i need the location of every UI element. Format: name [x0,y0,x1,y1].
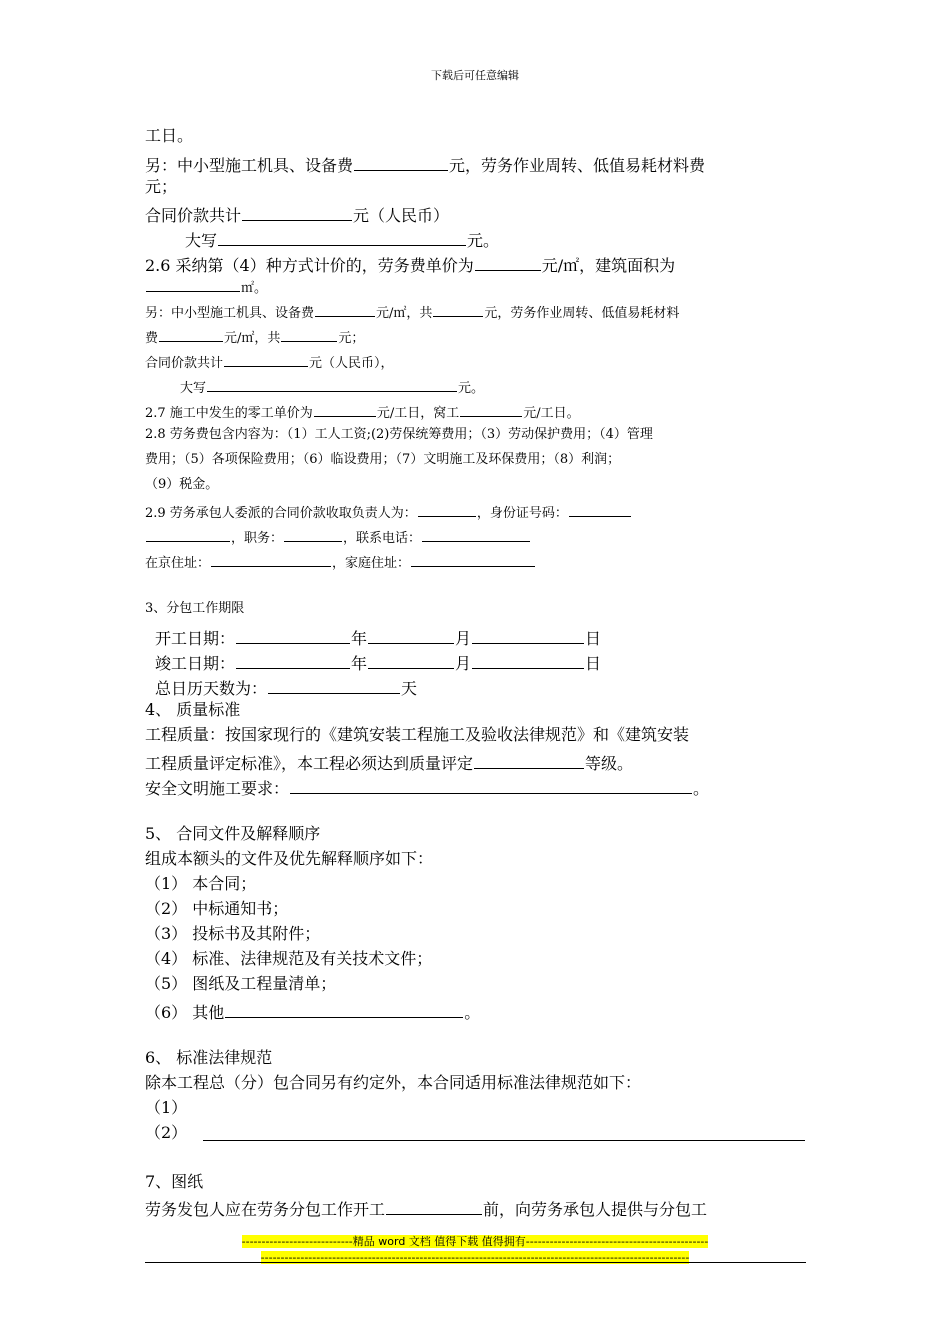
text-line: 2.9 劳务承包人委派的合同价款收取负责人为： ，身份证号码： [145,503,632,520]
text-line: 工程质量：按国家现行的《建筑安装工程施工及验收法律规范》和《建筑安装 [145,725,690,744]
text-line: 工程质量评定标准》，本工程必须达到质量评定 等级。 [145,754,634,773]
section-heading: 3、分包工作期限 [145,601,245,616]
text-line: 元； [145,177,178,196]
section-heading: 5、 合同文件及解释顺序 [145,824,321,843]
text-line: 另：中小型施工机具、设备费 元，劳务作业周转、低值易耗材料费 [145,156,706,175]
text-line: 另：中小型施工机具、设备费 元/㎡，共 元，劳务作业周转、低值易耗材料 [145,303,679,320]
text-line: 工日。 [145,126,194,145]
text-line: 除本工程总（分）包合同另有约定外，本合同适用标准法律规范如下： [145,1073,642,1092]
end-date-line: 竣工日期： 年 月 日 [155,654,602,673]
list-item: （2） 中标通知书； [145,899,289,918]
text-line: ，职务： ，联系电话： [145,528,531,545]
footer-line: ----------------------------精品 word 文档 值得下载 值得拥有---------------------------------------------- [241,1235,709,1248]
text-line: 2.6 采纳第（4）种方式计价的，劳务费单价为 元/㎡，建筑面积为 [145,256,676,275]
blank-line [203,1140,805,1141]
section-heading: 4、 质量标准 [145,700,241,719]
text-line: 费用；（5）各项保险费用；（6）临设费用；（7）文明施工及环保费用；（8）利润； [145,452,621,467]
footer-line: ------------------------------------------------------------------------------------------------------------ [260,1251,690,1264]
section-heading: 7、图纸 [145,1172,204,1191]
text-line: 劳务发包人应在劳务分包工作开工 前，向劳务承包人提供与分包工 [145,1200,708,1219]
text-line: 合同价款共计 元（人民币） [145,206,450,225]
text-line: 2.8 劳务费包含内容为：（1）工人工资;(2)劳保统筹费用；（3）劳动保护费用；（4）管理 [145,427,653,442]
text-line: 在京住址： ，家庭住址： [145,553,536,570]
text-line: 安全文明施工要求： 。 [145,779,710,798]
total-days-line: 总日历天数为： 天 [155,679,418,698]
list-item: （5） 图纸及工程量清单； [145,974,337,993]
text-line: 费 元/㎡，共 元； [145,328,364,345]
list-item: （1） [145,1098,188,1117]
list-item: （2） [145,1123,188,1142]
text-line: 合同价款共计 元（人民币）， [145,353,394,370]
text-line: （9）税金。 [145,477,219,492]
list-item: （1） 本合同； [145,874,257,893]
text-line: 2.7 施工中发生的零工单价为 元/工日，窝工 元/工日。 [145,403,580,420]
section-heading: 6、 标准法律规范 [145,1048,273,1067]
page-header: 下载后可任意编辑 [431,69,519,82]
text-line: 大写 元。 [185,231,500,250]
text-line: ㎡。 [145,278,267,295]
list-item: （4） 标准、法律规范及有关技术文件； [145,949,433,968]
text-line: 大写 元。 [180,378,484,395]
start-date-line: 开工日期： 年 月 日 [155,629,602,648]
list-item: （3） 投标书及其附件； [145,924,321,943]
footer-rule [145,1262,806,1263]
list-item: （6） 其他 。 [145,1003,481,1022]
text-line: 组成本额头的文件及优先解释顺序如下： [145,849,434,868]
